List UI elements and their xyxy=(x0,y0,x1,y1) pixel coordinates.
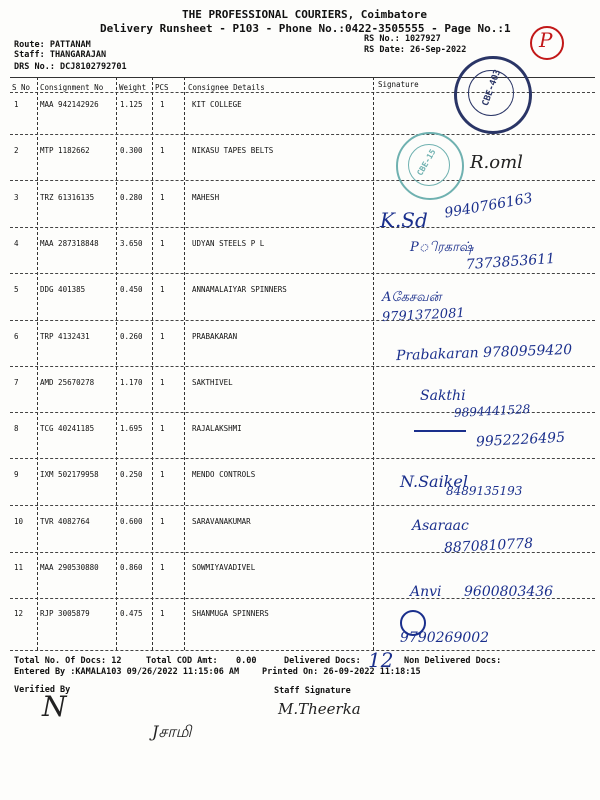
entered-by: Entered By :KAMALA103 09/26/2022 11:15:06 AM xyxy=(14,667,240,677)
row-consignment: MAA 290530880 xyxy=(40,563,99,572)
signature-row-3-name: K.Sd xyxy=(380,208,428,232)
signature-row-9-name: N.Saikel xyxy=(400,472,468,491)
col-header-consignee: Consignee Details xyxy=(188,83,265,92)
row-weight: 0.250 xyxy=(120,470,143,479)
row-pcs: 1 xyxy=(160,146,165,155)
row-consignment: AMD 25670278 xyxy=(40,378,95,387)
row-sno: 11 xyxy=(14,563,24,572)
row-weight: 0.300 xyxy=(120,146,143,155)
row-sno: 10 xyxy=(14,517,24,526)
row-consignee: MAHESH xyxy=(192,193,220,202)
row-sno: 12 xyxy=(14,609,24,618)
staff-signature-label: Staff Signature xyxy=(274,686,351,696)
row-divider xyxy=(10,366,595,367)
signature-row-7-phone: 9894441528 xyxy=(453,402,531,420)
row-consignment: TCG 40241185 xyxy=(40,424,95,433)
row-sno: 9 xyxy=(14,470,19,479)
delivered-docs-count: 12 xyxy=(368,648,394,672)
row-consignment: MAA 942142926 xyxy=(40,100,99,109)
signature-row-10-phone: 8870810778 xyxy=(443,535,534,557)
verified-by-label: Verified By xyxy=(14,685,71,695)
row-sno: 2 xyxy=(14,146,19,155)
row-consignee: UDYAN STEELS P L xyxy=(192,239,265,248)
signature-row-3-phone: 9940766163 xyxy=(443,190,534,222)
bottom-signature: Jசாமி xyxy=(152,722,192,741)
total-cod-label: Total COD Amt: xyxy=(146,656,218,666)
stamp-2-text: CBE-15 xyxy=(415,147,438,178)
signature-row-4-phone: 7373853611 xyxy=(465,250,556,274)
row-weight: 0.260 xyxy=(120,332,143,341)
row-pcs: 1 xyxy=(160,378,165,387)
non-delivered-label: Non Delivered Docs: xyxy=(404,656,502,666)
col-header-pcs: PCS xyxy=(155,83,169,92)
row-pcs: 1 xyxy=(160,563,165,572)
signature-row-8-phone: 9952226495 xyxy=(475,429,566,451)
row-weight: 1.695 xyxy=(120,424,143,433)
staff-signature: M.Theerka xyxy=(278,700,361,718)
row-pcs: 1 xyxy=(160,609,165,618)
row-divider xyxy=(10,227,595,228)
row-consignment: RJP 3005879 xyxy=(40,609,90,618)
stamp-1-text: CBE-403 xyxy=(480,68,504,108)
signature-row-11-name: Anvi xyxy=(410,584,442,600)
col-divider xyxy=(152,77,153,650)
row-pcs: 1 xyxy=(160,470,165,479)
route-label: Route: PATTANAM xyxy=(14,40,91,50)
drs-label: DRS No.: DCJ8102792701 xyxy=(14,62,127,72)
col-header-consignment: Consignment No xyxy=(40,83,104,92)
row-consignee: MENDO CONTROLS xyxy=(192,470,256,479)
circled-p-letter: P xyxy=(539,28,553,52)
row-sno: 1 xyxy=(14,100,19,109)
row-weight: 3.650 xyxy=(120,239,143,248)
signature-row-8-strike xyxy=(414,430,466,432)
row-consignee: PRABAKARAN xyxy=(192,332,238,341)
row-pcs: 1 xyxy=(160,285,165,294)
col-divider xyxy=(116,77,117,650)
signature-row-5-name: Aகேசவன் xyxy=(382,290,442,305)
row-divider xyxy=(10,320,595,321)
row-sno: 4 xyxy=(14,239,19,248)
row-weight: 0.280 xyxy=(120,193,143,202)
row-consignment: TVR 4082764 xyxy=(40,517,90,526)
row-sno: 5 xyxy=(14,285,19,294)
table-bottom-border xyxy=(10,650,595,651)
row-pcs: 1 xyxy=(160,239,165,248)
signature-row-9-phone: 8489135193 xyxy=(446,484,523,498)
row-weight: 0.450 xyxy=(120,285,143,294)
col-divider xyxy=(373,77,374,650)
col-divider xyxy=(184,77,185,650)
row-consignee: SARAVANAKUMAR xyxy=(192,517,251,526)
signature-row-6: Prabakaran 9780959420 xyxy=(395,341,573,365)
row-divider xyxy=(10,273,595,274)
signature-row-2: R.oml xyxy=(470,152,523,173)
row-consignment: TRZ 61316135 xyxy=(40,193,95,202)
row-pcs: 1 xyxy=(160,332,165,341)
col-header-weight: Weight xyxy=(119,83,147,92)
total-docs: Total No. Of Docs: 12 xyxy=(14,656,122,666)
col-divider xyxy=(37,77,38,650)
row-consignee: SOWMIYAVADIVEL xyxy=(192,563,256,572)
signature-row-11-phone: 9600803436 xyxy=(464,584,554,600)
row-consignment: DDG 401385 xyxy=(40,285,86,294)
runsheet-title: Delivery Runsheet - P103 - Phone No.:0422-3505555 - Page No.:1 xyxy=(100,22,511,35)
signature-row-10-name: Asaraac xyxy=(412,518,469,534)
row-consignment: MAA 287318848 xyxy=(40,239,99,248)
signature-row-5-phone: 9791372081 xyxy=(381,305,466,326)
signature-row-12-phone: 9790269002 xyxy=(400,630,490,646)
row-consignee: SAKTHIVEL xyxy=(192,378,233,387)
row-pcs: 1 xyxy=(160,424,165,433)
row-pcs: 1 xyxy=(160,193,165,202)
row-weight: 1.125 xyxy=(120,100,143,109)
row-weight: 1.170 xyxy=(120,378,143,387)
row-sno: 8 xyxy=(14,424,19,433)
total-cod-value: 0.00 xyxy=(236,656,257,666)
row-consignment: TRP 4132431 xyxy=(40,332,90,341)
rs-date: RS Date: 26-Sep-2022 xyxy=(364,45,467,55)
row-consignee: SHANMUGA SPINNERS xyxy=(192,609,269,618)
rs-number: RS No.: 1027927 xyxy=(364,34,441,44)
row-weight: 0.475 xyxy=(120,609,143,618)
row-divider xyxy=(10,180,595,181)
row-divider xyxy=(10,134,595,135)
row-divider xyxy=(10,505,595,506)
row-sno: 6 xyxy=(14,332,19,341)
row-consignee: NIKASU TAPES BELTS xyxy=(192,146,274,155)
row-weight: 0.600 xyxy=(120,517,143,526)
company-title: THE PROFESSIONAL COURIERS, Coimbatore xyxy=(182,8,428,21)
verified-by-signature: N xyxy=(42,690,67,723)
row-pcs: 1 xyxy=(160,100,165,109)
row-sno: 7 xyxy=(14,378,19,387)
delivered-docs-label: Delivered Docs: xyxy=(284,656,361,666)
row-pcs: 1 xyxy=(160,517,165,526)
row-weight: 0.860 xyxy=(120,563,143,572)
row-consignee: RAJALAKSHMI xyxy=(192,424,242,433)
staff-label: Staff: THANGARAJAN xyxy=(14,50,107,60)
signature-row-4-name: Pிரகாஷ் xyxy=(410,240,474,255)
signature-row-7-name: Sakthi xyxy=(420,388,466,404)
col-header-sno: S No xyxy=(12,83,31,92)
row-consignee: KIT COLLEGE xyxy=(192,100,242,109)
row-consignee: ANNAMALAIYAR SPINNERS xyxy=(192,285,287,294)
row-consignment: MTP 1182662 xyxy=(40,146,90,155)
printed-on: Printed On: 26-09-2022 11:18:15 xyxy=(262,667,421,677)
row-consignment: IXM 502179958 xyxy=(40,470,99,479)
row-divider xyxy=(10,458,595,459)
col-header-signature: Signature xyxy=(378,80,419,89)
row-sno: 3 xyxy=(14,193,19,202)
